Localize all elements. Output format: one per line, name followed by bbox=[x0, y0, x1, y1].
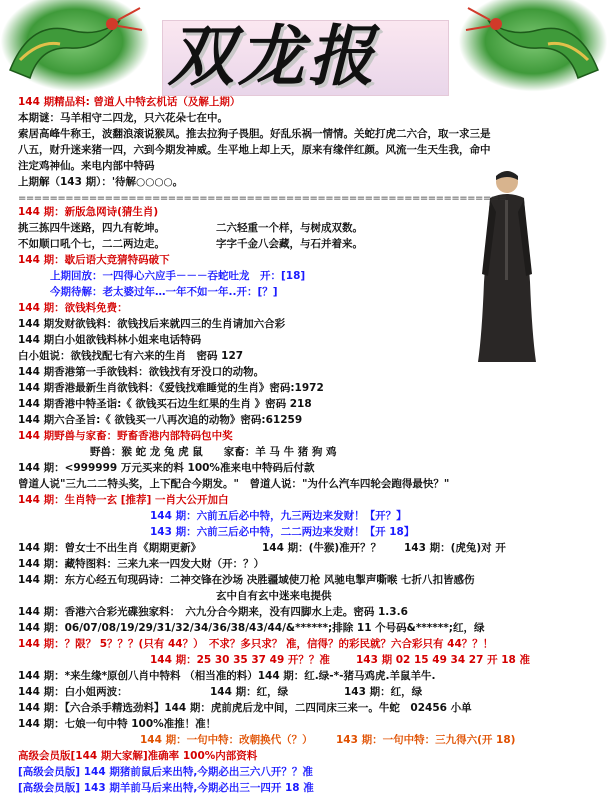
text-line: 143 期：六前三后必中特，二二两边来发财！【开 18】 bbox=[150, 526, 415, 538]
dragon-left-image bbox=[0, 0, 150, 92]
text-line: 曾道人说"三九二二特头奖，上下配合今期发。" 曾道人说："为什么汽车四轮会跑得最快？" bbox=[18, 478, 450, 490]
text-line: 143 期 02 15 49 34 27 开 18 准 bbox=[356, 654, 530, 666]
text-line: 144 期发财欲钱料：欲钱找后来就四三的生肖请加六合彩 bbox=[18, 318, 286, 330]
text-line: 144 期：藏特图料：三来九来一四发大财（开：？） bbox=[18, 558, 265, 570]
text-line: ============================================================== bbox=[18, 193, 507, 204]
text-line: 今期待解：老太婆过年…一年不如一年..开：[？] bbox=[50, 286, 278, 298]
text-line: 144 期：*来生缘*原创八肖中特料 （相当准的料）144 期：红.绿-*-猪马鸡虎.羊鼠羊牛. bbox=[18, 670, 436, 682]
text-line: 144 期：歇后语大竞猜特码破下 bbox=[18, 254, 170, 266]
text-line: 144 期六合圣旨:《 欲钱买一八再次追的动物》密码:61259 bbox=[18, 414, 303, 426]
text-line: 144 期：红，绿 bbox=[210, 686, 289, 698]
text-line: 本期谜：马羊相守二四龙，只六花朵七在中。 bbox=[18, 112, 228, 124]
text-line: 二六轻重一个样，与树成双数。 bbox=[216, 222, 363, 234]
dragon-right-image bbox=[458, 0, 608, 92]
text-line: 144 期精品料: 曾道人中特玄机话（及解上期） bbox=[18, 96, 241, 108]
text-line: 玄中自有玄中迷来电提供 bbox=[216, 590, 332, 602]
text-line: 144 期野兽与家畜：野畜香港内部特码包中奖 bbox=[18, 430, 233, 442]
text-line: 白小姐说：欲钱找配七有六来的生肖 密码 127 bbox=[18, 350, 244, 362]
text-line: 索居高峰牛称王，波翻浪滚说猴凤。推去拉狗子畏胆。好乱乐祸一情情。关蛇打虎二六合，取一求三是 bbox=[18, 128, 491, 140]
text-line: 字字千金八会藏，与石并着来。 bbox=[216, 238, 363, 250]
text-line: 144 期：<999999 万元买来的料 100%准来电中特码后付款 bbox=[18, 462, 315, 474]
text-line: 144 期：25 30 35 37 49 开？？准 bbox=[150, 654, 330, 666]
dragon-left-icon bbox=[0, 0, 150, 92]
text-line: [高级会员版] 143 期羊前马后来出特,今期必出三一四开 18 准 bbox=[18, 782, 314, 794]
text-line: 挑三拣四牛迷路，四九有乾坤。 bbox=[18, 222, 165, 234]
text-line: 144 期：东方心经五句现码诗：二神交锋在沙场 决胜疆域使刀枪 风驰电掣声嘶喉 七折八扣皆感伤 bbox=[18, 574, 475, 586]
text-line: 144 期：欲钱料免费： bbox=[18, 302, 128, 314]
text-line: 144 期：香港六合彩光碟独家料： 六九分合今期来，没有四脚水上走。密码 1.3.6 bbox=[18, 606, 408, 618]
text-line: 144 期香港中特圣诣:《 欲钱买石边生红果的生肖 》密码 218 bbox=[18, 398, 312, 410]
text-line: 144 期：六前五后必中特，九三两边来发财！【开？】 bbox=[150, 510, 407, 522]
text-line: 144 期：曾女士不出生肖《期期更新》 bbox=[18, 542, 202, 554]
text-line: 144 期：06/07/08/19/29/31/32/34/36/38/43/44/&******;排除 11 个号码&******;红，绿 bbox=[18, 622, 485, 634]
text-line: 144 期：白小姐两波： bbox=[18, 686, 128, 698]
text-line: 143 期：(虎兔)对 开 bbox=[404, 542, 506, 554]
text-line: 注定鸡神仙。来电内部中特码 bbox=[18, 160, 155, 172]
text-line: 144 期：？限？ 5？？？(只有 44？） 不求？多只求？ 准，信得？的彩民就？六合彩只有 44？？！ bbox=[18, 638, 494, 650]
text-line: 144 期香港最新生肖欲钱料：《爱钱找难睡觉的生肖》密码:1972 bbox=[18, 382, 324, 394]
text-line: [高级会员版] 144 期猪前鼠后来出特,今期必出三六八开？？准 bbox=[18, 766, 313, 778]
banner-title: 双龙报 bbox=[168, 17, 378, 95]
text-line: 高级会员版[144 期大家解]准确率 100%内部资料 bbox=[18, 750, 258, 762]
text-line: 144 期：【六合杀手精选劲料】144 期：虎前虎后龙中间，二四同床三来一。牛蛇 02456 小单 bbox=[18, 702, 472, 714]
text-line: 144 期：一句中特：改朝换代（？） bbox=[140, 734, 313, 746]
text-line: 144 期：生肖特一玄 [推荐] 一肖大公开加白 bbox=[18, 494, 229, 506]
text-line: 144 期：(牛猴)准开？？ bbox=[262, 542, 382, 554]
text-line: 上期解（143 期）：'待解○○○○。 bbox=[18, 176, 184, 188]
text-line: 上期回放：一四得心六应手－－－吞蛇吐龙 开：[18] bbox=[50, 270, 306, 282]
text-line: 八五，财升迷来猪一四，六到今期发神威。生平地上却上天，原来有缘伴红颜。风流一生天生我，命中 bbox=[18, 144, 491, 156]
text-line: 144 期：七娘一句中特 100%准推！准！ bbox=[18, 718, 217, 730]
text-line: 144 期香港第一手欲钱料：欲钱找有牙没口的动物。 bbox=[18, 366, 265, 378]
text-line: 野兽：猴 蛇 龙 兔 虎 鼠 家畜：羊 马 牛 猪 狗 鸡 bbox=[90, 446, 337, 458]
text-line: 143 期：一句中特：三九得六(开 18) bbox=[336, 734, 516, 746]
text-line: 144 期白小姐欲钱料林小姐来电话特码 bbox=[18, 334, 202, 346]
text-line: 143 期：红，绿 bbox=[344, 686, 423, 698]
dragon-right-icon bbox=[458, 0, 608, 92]
text-line: 144 期：新版急网诗(猜生肖) bbox=[18, 206, 159, 218]
text-line: 不如顺口吼个七，二二两边走。 bbox=[18, 238, 165, 250]
